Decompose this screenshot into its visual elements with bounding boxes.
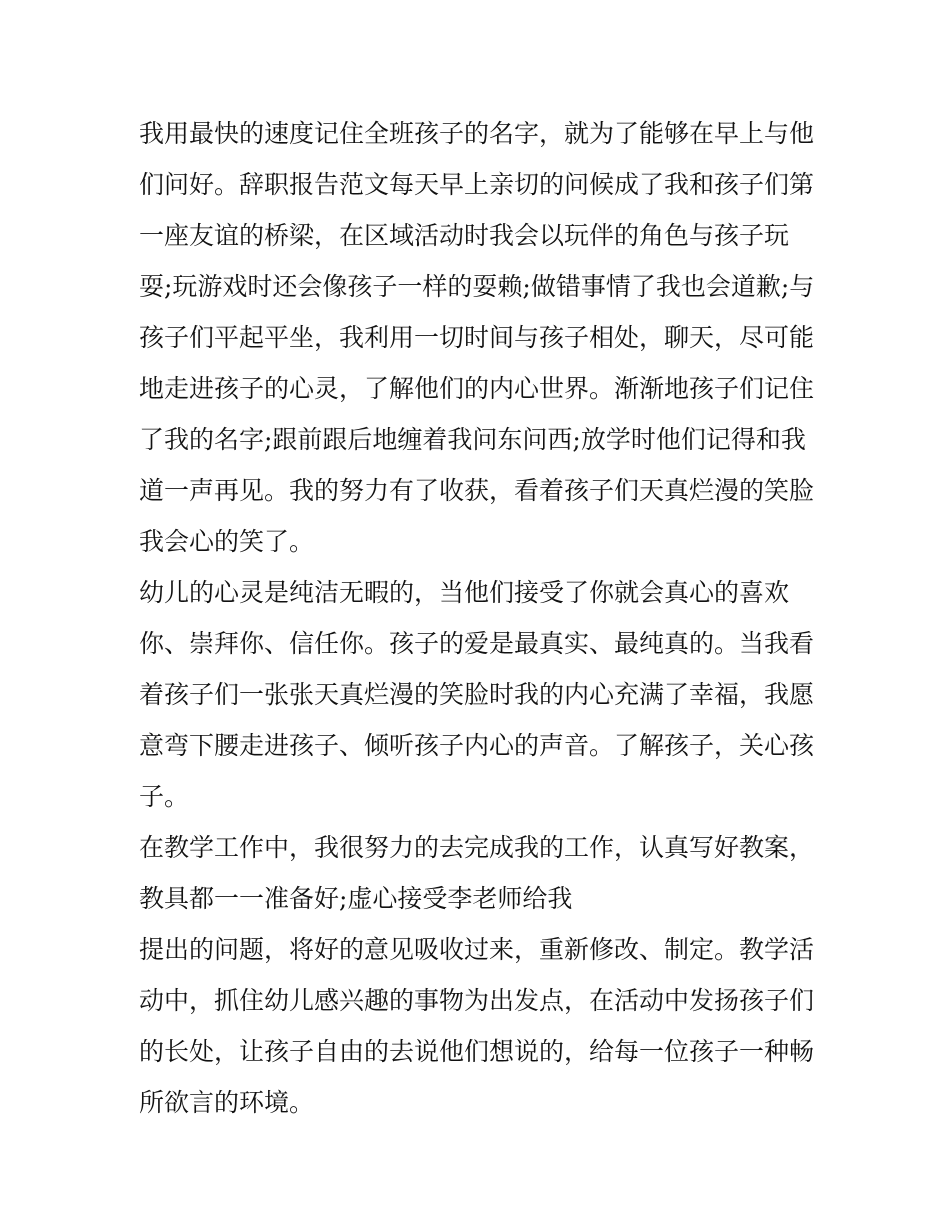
text-line: 意弯下腰走进孩子、倾听孩子内心的声音。了解孩子，关心孩 [139,731,815,760]
text-line: 动中，抓住幼儿感兴趣的事物为出发点，在活动中发扬孩子们 [139,986,815,1015]
text-line: 的长处，让孩子自由的去说他们想说的，给每一位孩子一种畅 [139,1037,815,1066]
text-line: 孩子们平起平坐，我利用一切时间与孩子相处，聊天，尽可能 [139,323,815,352]
text-line: 子。 [139,782,190,811]
text-line: 了我的名字;跟前跟后地缠着我问东问西;放学时他们记得和我 [139,425,806,454]
text-line: 你、崇拜你、信任你。孩子的爱是最真实、最纯真的。当我看 [139,629,815,658]
text-line: 教具都一一准备好;虚心接受李老师给我 [139,884,573,913]
body-text [139,108,819,1128]
text-line: 一座友谊的桥梁，在区域活动时我会以玩伴的角色与孩子玩 [139,221,790,250]
text-line: 所欲言的环境。 [139,1088,315,1117]
text-line: 我用最快的速度记住全班孩子的名字，就为了能够在早上与他 [139,119,815,148]
text-line: 着孩子们一张张天真烂漫的笑脸时我的内心充满了幸福，我愿 [139,680,815,709]
text-line: 们问好。辞职报告范文每天早上亲切的问候成了我和孩子们第 [139,170,815,199]
text-line: 耍;玩游戏时还会像孩子一样的耍赖;做错事情了我也会道歉;与 [139,272,815,301]
text-line: 我会心的笑了。 [139,527,315,556]
text-line: 幼儿的心灵是纯洁无暇的，当他们接受了你就会真心的喜欢 [139,578,790,607]
text-line: 地走进孩子的心灵，了解他们的内心世界。渐渐地孩子们记住 [139,374,815,403]
text-line: 道一声再见。我的努力有了收获，看着孩子们天真烂漫的笑脸 [139,476,815,505]
text-line: 提出的问题，将好的意见吸收过来，重新修改、制定。教学活 [139,935,815,964]
text-line: 在教学工作中，我很努力的去完成我的工作，认真写好教案， [139,833,815,862]
